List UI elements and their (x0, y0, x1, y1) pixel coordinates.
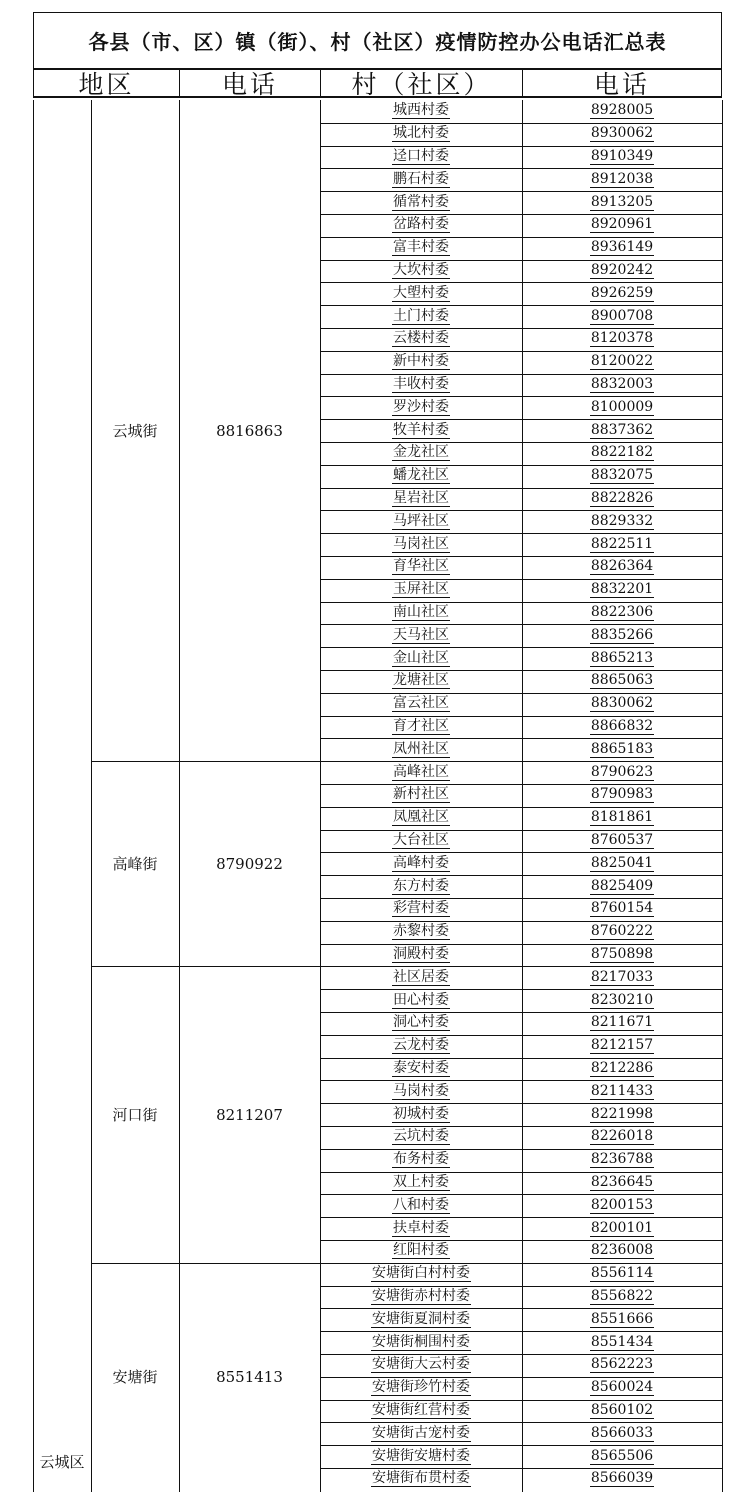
village-phone-text: 8100009 (590, 398, 654, 415)
village-phone-text: 8200101 (590, 1219, 654, 1236)
village-phone-text: 8211671 (590, 1014, 654, 1031)
village-phone (522, 1035, 722, 1058)
village-name (320, 282, 522, 305)
village-name (320, 1194, 522, 1217)
village-phone-text: 8830062 (590, 695, 654, 712)
village-phone-text: 8562223 (590, 1356, 654, 1373)
village-name-text: 安塘街夏洞村委 (372, 1310, 470, 1327)
grid-line (91, 1263, 320, 1264)
village-phone (522, 510, 722, 533)
village-name-text: 迳口村委 (393, 147, 449, 164)
village-phone-text: 8212286 (590, 1059, 654, 1076)
village-phone-text: 8866832 (590, 717, 654, 734)
street-name: 安塘街 (112, 1368, 158, 1387)
village-phone-text: 8211433 (590, 1082, 654, 1099)
village-name-text: 安塘街桐围村委 (372, 1333, 470, 1350)
village-phone-text: 8822182 (590, 444, 654, 461)
village-name (320, 328, 522, 351)
village-name-text: 洞心村委 (393, 1014, 449, 1031)
village-phone (522, 282, 722, 305)
village-phone (522, 921, 722, 944)
village-name (320, 738, 522, 761)
village-name (320, 374, 522, 397)
village-name-text: 初城村委 (393, 1105, 449, 1122)
village-phone (522, 191, 722, 214)
village-name (320, 602, 522, 625)
village-phone (522, 1012, 722, 1035)
village-name-text: 鹏石村委 (393, 170, 449, 187)
header-village: 村（社区） (320, 68, 522, 98)
village-name (320, 1080, 522, 1103)
village-name (320, 1377, 522, 1400)
village-phone (522, 1058, 722, 1081)
village-phone (522, 693, 722, 716)
village-name (320, 784, 522, 807)
village-name (320, 146, 522, 169)
village-name-text: 安塘街珍竹村委 (372, 1379, 470, 1396)
village-name (320, 830, 522, 853)
village-phone-text: 8556114 (590, 1265, 654, 1282)
street-phone: 8816863 (216, 421, 283, 440)
village-name (320, 989, 522, 1012)
village-name (320, 260, 522, 283)
village-phone (522, 1172, 722, 1195)
village-phone-text: 8832003 (590, 375, 654, 392)
village-name (320, 921, 522, 944)
table-title: 各县（市、区）镇（街）、村（社区）疫情防控办公电话汇总表 (33, 12, 722, 68)
village-phone-text: 8926259 (590, 284, 654, 301)
village-name-text: 扶卓村委 (393, 1219, 449, 1236)
village-phone-text: 8760222 (590, 923, 654, 940)
village-name-text: 安塘街安塘村委 (372, 1447, 470, 1464)
village-name-text: 城北村委 (393, 125, 449, 142)
village-name-text: 东方村委 (393, 877, 449, 894)
village-phone (522, 1194, 722, 1217)
village-phone (522, 1468, 722, 1491)
village-name (320, 579, 522, 602)
village-name-text: 土门村委 (393, 307, 449, 324)
village-phone (522, 1286, 722, 1309)
village-phone-text: 8900708 (590, 307, 654, 324)
village-name-text: 八和村委 (393, 1196, 449, 1213)
village-phone (522, 807, 722, 830)
village-name (320, 488, 522, 511)
street-phone: 8211207 (216, 1105, 283, 1124)
village-phone-text: 8790983 (590, 786, 654, 803)
village-name (320, 191, 522, 214)
village-phone (522, 1308, 722, 1331)
village-name-text: 高峰社区 (393, 763, 449, 780)
village-name-text: 安塘街大云村委 (372, 1356, 470, 1373)
village-phone-text: 8865063 (590, 672, 654, 689)
village-phone (522, 328, 722, 351)
village-phone (522, 351, 722, 374)
village-name-text: 龙塘社区 (393, 672, 449, 689)
village-name (320, 875, 522, 898)
table-header (33, 68, 722, 99)
village-name-text: 红阳村委 (393, 1242, 449, 1259)
village-phone-text: 8560024 (590, 1379, 654, 1396)
village-name (320, 305, 522, 328)
village-phone-text: 8212157 (590, 1037, 654, 1054)
village-phone (522, 830, 722, 853)
village-name (320, 716, 522, 739)
village-name-text: 新中村委 (393, 353, 449, 370)
village-phone (522, 305, 722, 328)
phone-directory-table (33, 12, 722, 1492)
village-phone (522, 533, 722, 556)
village-name-text: 牧羊村委 (393, 421, 449, 438)
village-phone (522, 146, 722, 169)
village-phone (522, 465, 722, 488)
village-phone (522, 419, 722, 442)
village-name (320, 396, 522, 419)
village-phone (522, 1217, 722, 1240)
header-village-phone: 电话 (522, 68, 722, 98)
village-name-text: 金龙社区 (393, 444, 449, 461)
village-phone (522, 1445, 722, 1468)
village-phone-text: 8120378 (590, 330, 654, 347)
village-name-text: 大塱村委 (393, 284, 449, 301)
village-name (320, 214, 522, 237)
village-phone (522, 966, 722, 989)
village-name (320, 1263, 522, 1286)
village-phone-text: 8181861 (590, 809, 654, 826)
village-phone (522, 442, 722, 465)
village-phone-text: 8930062 (590, 125, 654, 142)
village-phone-text: 8120022 (590, 353, 654, 370)
village-name-text: 云龙村委 (393, 1037, 449, 1054)
village-name-text: 岔路村委 (393, 216, 449, 233)
village-name (320, 123, 522, 146)
village-name (320, 1217, 522, 1240)
village-phone-text: 8551666 (590, 1310, 654, 1327)
village-phone-text: 8560102 (590, 1401, 654, 1418)
village-name-text: 凤州社区 (393, 740, 449, 757)
village-name (320, 168, 522, 191)
village-phone (522, 488, 722, 511)
village-phone-text: 8760154 (590, 900, 654, 917)
village-phone-text: 8913205 (590, 193, 654, 210)
village-name-text: 安塘街白村村委 (372, 1265, 470, 1282)
village-phone-text: 8236645 (590, 1173, 654, 1190)
village-name (320, 1035, 522, 1058)
village-name (320, 761, 522, 784)
village-name-text: 南山社区 (393, 603, 449, 620)
header-region: 地区 (33, 68, 179, 98)
village-phone-text: 8865183 (590, 740, 654, 757)
village-name (320, 1308, 522, 1331)
village-name (320, 693, 522, 716)
village-name (320, 647, 522, 670)
village-name-text: 彩营村委 (393, 900, 449, 917)
village-name-text: 罗沙村委 (393, 398, 449, 415)
village-name (320, 533, 522, 556)
village-name (320, 419, 522, 442)
village-name-text: 马岗社区 (393, 535, 449, 552)
village-phone-text: 8832075 (590, 467, 654, 484)
village-phone (522, 1377, 722, 1400)
village-phone-text: 8865213 (590, 649, 654, 666)
street-name: 云城街 (112, 422, 158, 441)
village-phone (522, 852, 722, 875)
village-phone-text: 8551434 (590, 1333, 654, 1350)
village-name (320, 1445, 522, 1468)
village-phone-text: 8750898 (590, 945, 654, 962)
village-phone (522, 579, 722, 602)
village-name (320, 1058, 522, 1081)
village-phone-text: 8236008 (590, 1242, 654, 1259)
village-phone-text: 8822511 (590, 535, 654, 552)
village-phone-text: 8566033 (590, 1424, 654, 1441)
village-name (320, 1103, 522, 1126)
village-name-text: 马岗村委 (393, 1082, 449, 1099)
grid-line (91, 966, 320, 967)
village-name (320, 898, 522, 921)
village-phone-text: 8825041 (590, 854, 654, 871)
village-name-text: 大台社区 (393, 831, 449, 848)
village-name (320, 442, 522, 465)
village-name (320, 1126, 522, 1149)
village-phone (522, 875, 722, 898)
village-phone (522, 374, 722, 397)
village-name-text: 云坑村委 (393, 1128, 449, 1145)
village-phone (522, 989, 722, 1012)
village-phone (522, 602, 722, 625)
village-phone (522, 214, 722, 237)
village-name-text: 循常村委 (393, 193, 449, 210)
village-name-text: 安塘街赤村村委 (372, 1287, 470, 1304)
street-name: 高峰街 (112, 855, 158, 874)
village-phone-text: 8928005 (590, 102, 654, 119)
village-phone (522, 1080, 722, 1103)
grid-line (722, 100, 723, 1492)
village-name (320, 966, 522, 989)
village-phone-text: 8910349 (590, 147, 654, 164)
header-phone: 电话 (179, 68, 320, 98)
village-phone (522, 1126, 722, 1149)
village-phone (522, 100, 722, 123)
village-name-text: 安塘街红营村委 (372, 1401, 470, 1418)
village-phone-text: 8826364 (590, 558, 654, 575)
village-name-text: 安塘街布贯村委 (372, 1470, 470, 1487)
village-name (320, 1331, 522, 1354)
village-phone (522, 716, 722, 739)
village-name (320, 100, 522, 123)
village-phone-text: 8760537 (590, 831, 654, 848)
village-phone (522, 396, 722, 419)
village-phone (522, 556, 722, 579)
village-name-text: 丰收村委 (393, 375, 449, 392)
village-phone (522, 1331, 722, 1354)
village-name-text: 社区居委 (393, 968, 449, 985)
village-phone (522, 237, 722, 260)
village-phone-text: 8829332 (590, 512, 654, 529)
village-name-text: 泰安村委 (393, 1059, 449, 1076)
grid-line (91, 761, 320, 762)
village-phone-text: 8221998 (590, 1105, 654, 1122)
village-phone-text: 8790623 (590, 763, 654, 780)
village-name (320, 237, 522, 260)
village-phone-text: 8835266 (590, 626, 654, 643)
village-name-text: 马坪社区 (393, 512, 449, 529)
village-name-text: 新村社区 (393, 786, 449, 803)
village-phone (522, 784, 722, 807)
village-phone-text: 8217033 (590, 968, 654, 985)
village-phone-text: 8236788 (590, 1151, 654, 1168)
village-name-text: 大坎村委 (393, 261, 449, 278)
village-name-text: 云楼村委 (393, 330, 449, 347)
village-phone (522, 1240, 722, 1263)
village-name-text: 蟠龙社区 (393, 467, 449, 484)
village-phone-text: 8226018 (590, 1128, 654, 1145)
village-phone (522, 1263, 722, 1286)
village-phone-text: 8822306 (590, 603, 654, 620)
village-name (320, 1354, 522, 1377)
village-name (320, 944, 522, 967)
village-phone-text: 8822826 (590, 489, 654, 506)
village-name (320, 465, 522, 488)
village-phone (522, 1149, 722, 1172)
village-phone-text: 8920961 (590, 216, 654, 233)
village-name (320, 1240, 522, 1263)
village-name (320, 1149, 522, 1172)
village-phone-text: 8825409 (590, 877, 654, 894)
village-phone-text: 8936149 (590, 239, 654, 256)
street-name: 河口街 (112, 1106, 158, 1125)
village-phone (522, 1400, 722, 1423)
village-name-text: 育才社区 (393, 717, 449, 734)
village-phone (522, 738, 722, 761)
village-name (320, 852, 522, 875)
village-name-text: 洞殿村委 (393, 945, 449, 962)
village-name-text: 育华社区 (393, 558, 449, 575)
village-name-text: 星岩社区 (393, 489, 449, 506)
village-phone (522, 624, 722, 647)
village-phone-text: 8837362 (590, 421, 654, 438)
village-phone (522, 898, 722, 921)
village-name-text: 安塘街古宠村委 (372, 1424, 470, 1441)
village-phone-text: 8832201 (590, 581, 654, 598)
grid-line (33, 100, 34, 1492)
village-name-text: 富丰村委 (393, 239, 449, 256)
village-phone-text: 8912038 (590, 170, 654, 187)
village-phone (522, 1422, 722, 1445)
village-name (320, 1286, 522, 1309)
village-name (320, 1422, 522, 1445)
village-name-text: 城西村委 (393, 102, 449, 119)
village-name (320, 1468, 522, 1491)
village-phone-text: 8230210 (590, 991, 654, 1008)
village-name (320, 1400, 522, 1423)
village-name (320, 1012, 522, 1035)
village-name (320, 670, 522, 693)
village-name-text: 田心村委 (393, 991, 449, 1008)
village-phone-text: 8556822 (590, 1287, 654, 1304)
village-name (320, 807, 522, 830)
village-name-text: 凤凰社区 (393, 809, 449, 826)
village-phone (522, 761, 722, 784)
village-name-text: 布务村委 (393, 1151, 449, 1168)
village-name (320, 351, 522, 374)
village-phone (522, 944, 722, 967)
village-name (320, 510, 522, 533)
village-phone (522, 123, 722, 146)
street-phone: 8551413 (216, 1367, 283, 1386)
village-name-text: 玉屏社区 (393, 581, 449, 598)
village-name-text: 天马社区 (393, 626, 449, 643)
village-phone (522, 1103, 722, 1126)
village-phone-text: 8566039 (590, 1470, 654, 1487)
village-name-text: 双上村委 (393, 1173, 449, 1190)
village-name-text: 富云社区 (393, 695, 449, 712)
village-name (320, 1172, 522, 1195)
village-name (320, 556, 522, 579)
village-name (320, 624, 522, 647)
village-name-text: 赤黎村委 (393, 923, 449, 940)
village-name-text: 金山社区 (393, 649, 449, 666)
district-name: 云城区 (39, 1452, 85, 1471)
village-name-text: 高峰村委 (393, 854, 449, 871)
village-phone (522, 1354, 722, 1377)
village-phone (522, 647, 722, 670)
village-phone-text: 8920242 (590, 261, 654, 278)
village-phone-text: 8565506 (590, 1447, 654, 1464)
street-phone: 8790922 (216, 854, 283, 873)
village-phone (522, 260, 722, 283)
village-phone-text: 8200153 (590, 1196, 654, 1213)
village-phone (522, 670, 722, 693)
village-phone (522, 168, 722, 191)
